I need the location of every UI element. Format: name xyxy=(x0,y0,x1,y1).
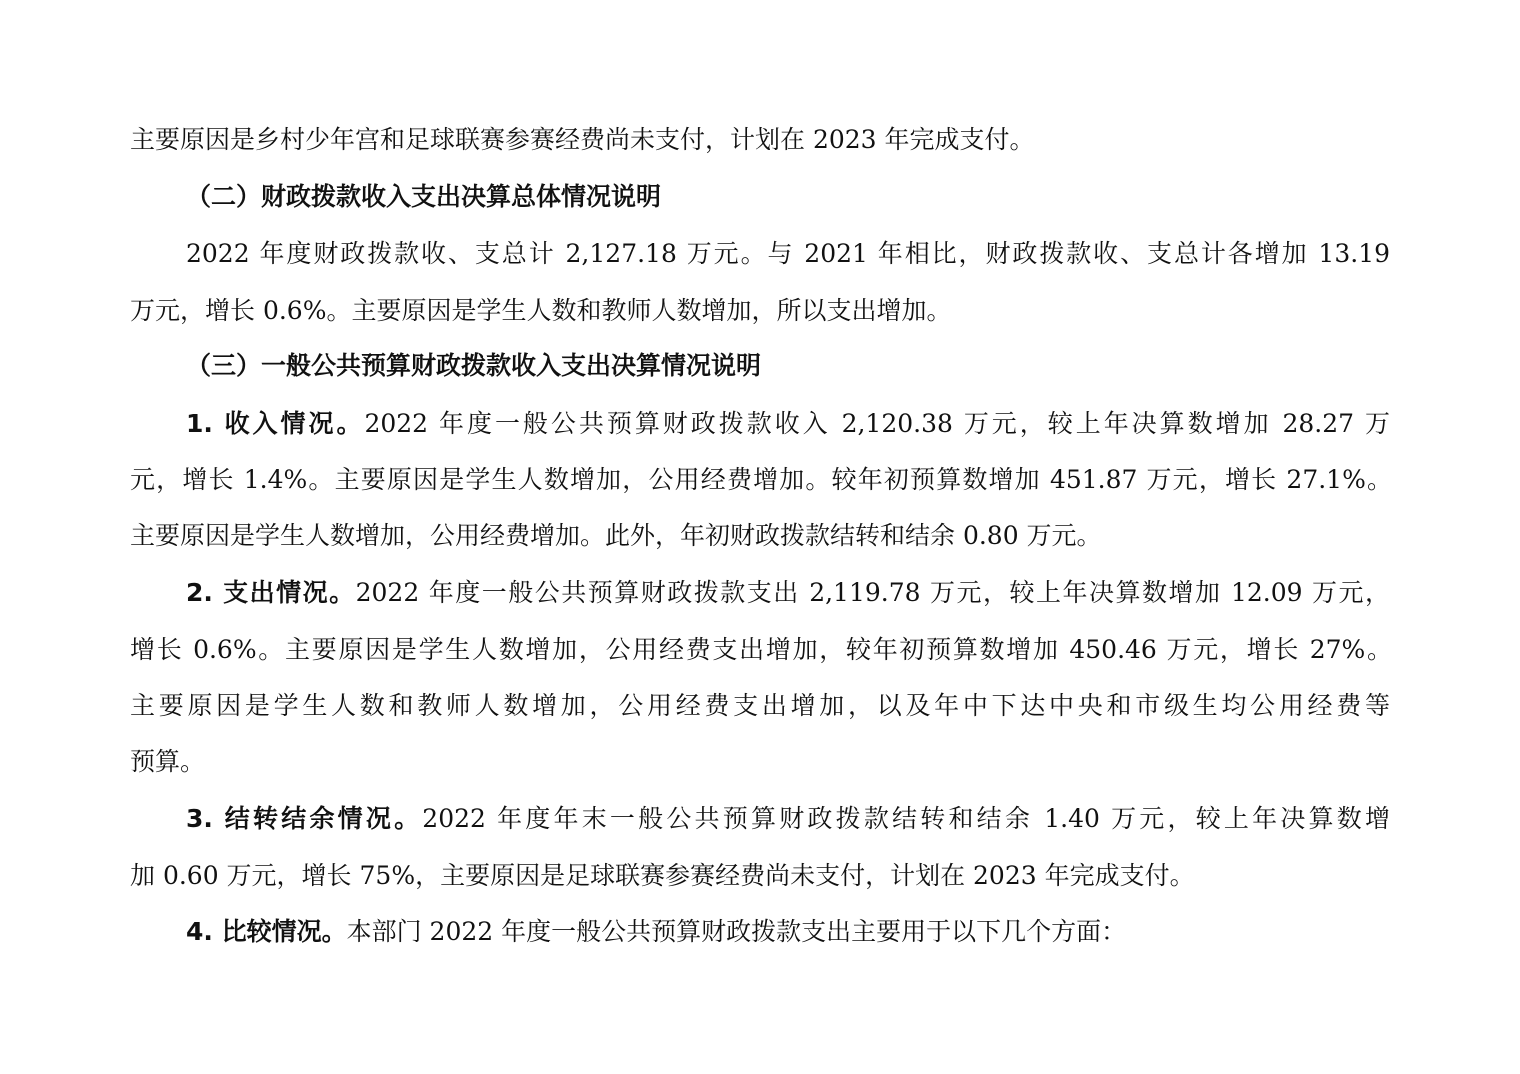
item-lead: 2. 支出情况。 xyxy=(186,578,356,607)
paragraph-line: 主要原因是乡村少年宫和足球联赛参赛经费尚未支付，计划在 2023 年完成支付。 xyxy=(130,125,1035,154)
paragraph-line xyxy=(186,803,1390,835)
item-text: 本部门 2022 年度一般公共预算财政拨款支出主要用于以下几个方面： xyxy=(346,917,1127,946)
item-text: 2022 年度一般公共预算财政拨款收入 2,120.38 万元，较上年决算数增加 28.27 万 xyxy=(364,409,1390,438)
paragraph-line xyxy=(186,408,1390,440)
paragraph-line: 预算。 xyxy=(130,747,206,776)
paragraph-line: 主要原因是学生人数和教师人数增加，公用经费支出增加，以及年中下达中央和市级生均公用经费等 xyxy=(130,691,1390,720)
item-lead: 1. 收入情况。 xyxy=(186,409,365,438)
item-text: 2022 年度一般公共预算财政拨款支出 2,119.78 万元，较上年决算数增加 12.09 万元， xyxy=(355,578,1390,607)
paragraph-line xyxy=(186,577,1390,609)
paragraph-line: 主要原因是学生人数增加，公用经费增加。此外，年初财政拨款结转和结余 0.80 万元。 xyxy=(130,521,1102,550)
item-text: 2022 年度年末一般公共预算财政拨款结转和结余 1.40 万元，较上年决算数增 xyxy=(422,804,1390,833)
paragraph-line: 万元，增长 0.6%。主要原因是学生人数和教师人数增加，所以支出增加。 xyxy=(130,296,952,325)
item-lead: 4. 比较情况。 xyxy=(186,917,347,946)
paragraph-line: 加 0.60 万元，增长 75%，主要原因是足球联赛参赛经费尚未支付，计划在 2023 年完成支付。 xyxy=(130,861,1195,890)
paragraph-line: 元，增长 1.4%。主要原因是学生人数增加，公用经费增加。较年初预算数增加 451.87 万元，增长 27.1%。 xyxy=(130,465,1392,494)
paragraph-line xyxy=(186,916,1126,948)
paragraph-line: 2022 年度财政拨款收、支总计 2,127.18 万元。与 2021 年相比，财政拨款收、支总计各增加 13.19 xyxy=(186,239,1390,268)
section-heading: （二）财政拨款收入支出决算总体情况说明 xyxy=(186,182,662,211)
section-heading: （三）一般公共预算财政拨款收入支出决算情况说明 xyxy=(186,351,762,380)
item-lead: 3. 结转结余情况。 xyxy=(186,804,423,833)
paragraph-line: 增长 0.6%。主要原因是学生人数增加，公用经费支出增加，较年初预算数增加 450.46 万元，增长 27%。 xyxy=(130,635,1392,664)
